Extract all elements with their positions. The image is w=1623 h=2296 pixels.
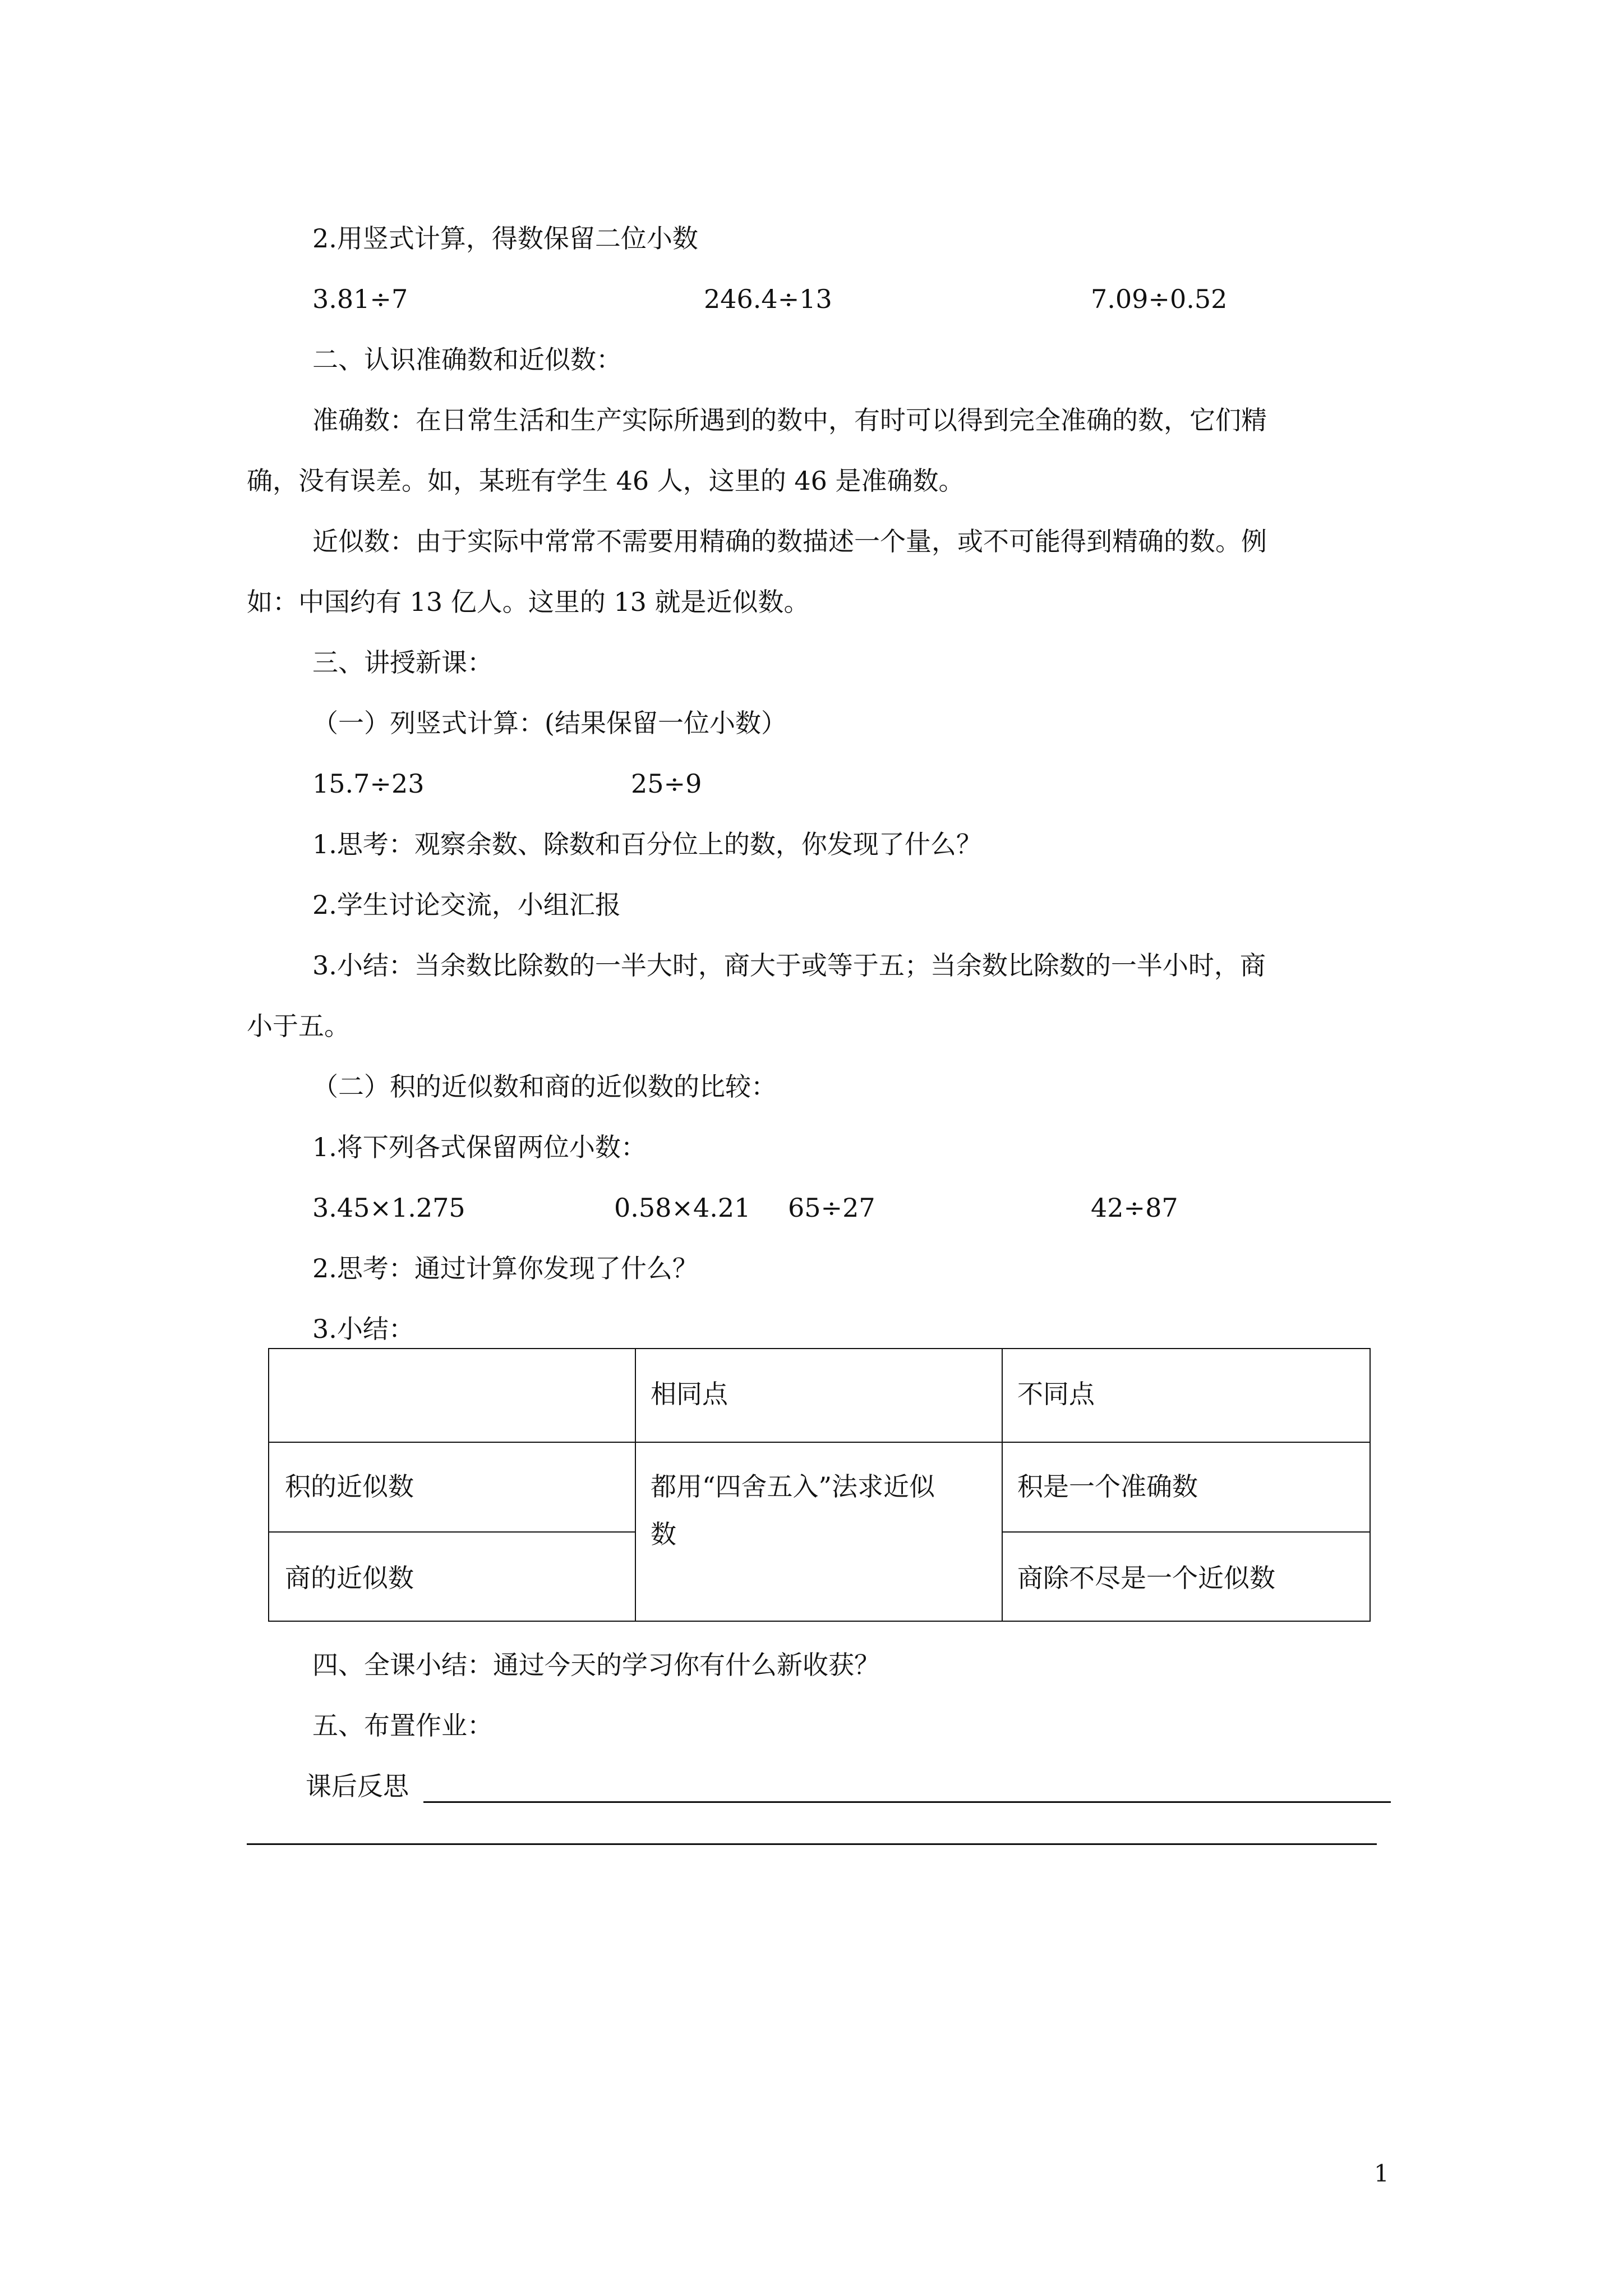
paragraph-line: 如：中国约有 13 亿人。这里的 13 就是近似数。 xyxy=(247,587,810,617)
table-cell-same: 都用“四舍五入”法求近似 xyxy=(651,1471,935,1502)
expression: 3.45×1.275 xyxy=(312,1193,465,1223)
table-divider xyxy=(269,1531,635,1533)
paragraph-line: 确，没有误差。如，某班有学生 46 人，这里的 46 是准确数。 xyxy=(247,466,965,496)
paragraph-line: 3.小结：当余数比除数的一半大时，商大于或等于五；当余数比除数的一半小时，商 xyxy=(312,950,1266,981)
table-cell-diff: 积是一个准确数 xyxy=(1017,1471,1198,1502)
table-cell-same: 数 xyxy=(651,1519,676,1549)
text-line: 1.将下列各式保留两位小数： xyxy=(312,1132,647,1162)
table-header-same: 相同点 xyxy=(651,1379,728,1409)
section-heading: 二、认识准确数和近似数： xyxy=(312,344,622,375)
table-row-label: 积的近似数 xyxy=(285,1471,414,1502)
paragraph-line: 近似数：由于实际中常常不需要用精确的数描述一个量，或不可能得到精确的数。例 xyxy=(312,526,1267,556)
text-line: 2.用竖式计算，得数保留二位小数 xyxy=(312,223,698,254)
expression: 25÷9 xyxy=(631,769,702,799)
table-divider xyxy=(635,1349,636,1621)
expression: 42÷87 xyxy=(1091,1193,1178,1223)
reflection-label: 课后反思 xyxy=(306,1771,409,1801)
paragraph-line: 小于五。 xyxy=(247,1011,350,1041)
section-heading: 五、布置作业： xyxy=(312,1710,493,1741)
section-heading: 三、讲授新课： xyxy=(312,647,493,678)
table-header-diff: 不同点 xyxy=(1017,1379,1095,1409)
paragraph-line: 准确数：在日常生活和生产实际所遇到的数中，有时可以得到完全准确的数，它们精 xyxy=(312,405,1267,435)
comparison-table xyxy=(268,1348,1371,1622)
reflection-write-line xyxy=(423,1801,1391,1803)
expression: 3.81÷7 xyxy=(312,284,408,314)
text-line: 2.思考：通过计算你发现了什么？ xyxy=(312,1253,698,1283)
reflection-write-line xyxy=(247,1843,1377,1845)
table-divider xyxy=(269,1442,1370,1443)
expression: 7.09÷0.52 xyxy=(1091,284,1228,314)
subsection-heading: （二）积的近似数和商的近似数的比较： xyxy=(312,1071,777,1102)
expression: 65÷27 xyxy=(788,1193,875,1223)
expression: 246.4÷13 xyxy=(704,284,832,314)
subsection-heading: （一）列竖式计算：(结果保留一位小数） xyxy=(312,708,787,738)
table-cell-diff: 商除不尽是一个近似数 xyxy=(1017,1563,1275,1593)
table-row-label: 商的近似数 xyxy=(285,1563,414,1593)
table-divider xyxy=(1002,1531,1370,1533)
section-heading: 四、全课小结：通过今天的学习你有什么新收获？ xyxy=(312,1650,880,1680)
page-number: 1 xyxy=(1374,2160,1389,2187)
expression: 0.58×4.21 xyxy=(614,1193,751,1223)
table-divider xyxy=(1002,1349,1003,1621)
text-line: 2.学生讨论交流，小组汇报 xyxy=(312,890,621,920)
text-line: 1.思考：观察余数、除数和百分位上的数，你发现了什么？ xyxy=(312,829,982,859)
expression: 15.7÷23 xyxy=(312,769,425,799)
text-line: 3.小结： xyxy=(312,1314,414,1344)
